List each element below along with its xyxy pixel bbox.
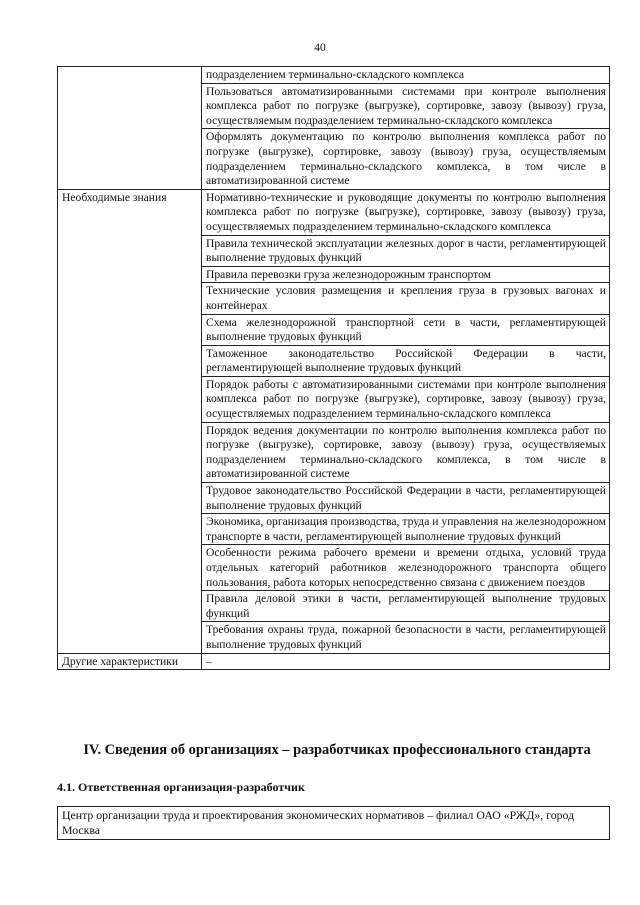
item-cell: – [202, 653, 610, 670]
item-cell: Правила технической эксплуатации железных дорог в части, регламентирующей выполнение трудовых функций [202, 235, 610, 266]
item-cell: Порядок работы с автоматизированными системами при контроле выполнения комплекса работ по погрузке (выгрузке), сортировке, завозу (вывозу) груза, осуществляемых подразделением терминально-складского комплекса [202, 376, 610, 422]
item-cell: Требования охраны труда, пожарной безопасности в части, регламентирующей выполнение трудовых функций [202, 622, 610, 653]
item-cell: Таможенное законодательство Российской Федерации в части, регламентирующей выполнение трудовых функций [202, 345, 610, 376]
item-cell: Правила деловой этики в части, регламентирующей выполнение трудовых функций [202, 591, 610, 622]
table-row [58, 189, 610, 235]
item-cell: Нормативно-технические и руководящие документы по контролю выполнения комплекса работ по погрузке (выгрузке), сортировке, завозу (вывозу) груза, осуществляемых подразделением терминально-складского комплекса [202, 189, 610, 235]
organization-table [57, 806, 610, 840]
item-cell: Пользоваться автоматизированными системами при контроле выполнения комплекса работ по погрузке (выгрузке), сортировке, завозу (вывозу) груза, осуществляемым подразделением терминально-складского комплекса [202, 83, 610, 129]
page-number: 40 [314, 42, 326, 54]
item-cell: Оформлять документацию по контролю выполнения комплекса работ по погрузке (выгрузке), сортировке, завозу (вывозу) груза, осуществляемым подразделением терминально-складского комплекса, в том числе в автоматизированной системе [202, 129, 610, 189]
item-cell: Трудовое законодательство Российской Федерации в части, регламентирующей выполнение трудовых функций [202, 483, 610, 514]
organization-row [58, 807, 610, 840]
category-cell [58, 67, 202, 190]
organization-name: Центр организации труда и проектирования экономических нормативов – филиал ОАО «РЖД», город Москва [58, 807, 610, 840]
item-cell: Особенности режима рабочего времени и времени отдыха, условий труда отдельных категорий работников железнодорожного транспорта общего пользования, работа которых непосредственно связана с движением поездов [202, 545, 610, 591]
skills-knowledge-table [57, 66, 610, 670]
skills-table-body [58, 67, 610, 670]
item-cell: Технические условия размещения и крепления груза в грузовых вагонах и контейнерах [202, 283, 610, 314]
item-cell: Порядок ведения документации по контролю выполнения комплекса работ по погрузке (выгрузке), сортировке, завозу (вывозу) груза, осуществляемых подразделением терминально-складского комплекса, в том числе в автоматизированной системе [202, 422, 610, 482]
item-cell: Правила перевозки груза железнодорожным транспортом [202, 266, 610, 283]
table-row [58, 67, 610, 84]
section-title: IV. Сведения об организациях – разработчиках профессионального стандарта [83, 742, 591, 758]
category-cell: Необходимые знания [58, 189, 202, 653]
item-cell: подразделением терминально-складского комплекса [202, 67, 610, 84]
category-cell: Другие характеристики [58, 653, 202, 670]
item-cell: Экономика, организация производства, труда и управления на железнодорожном транспорте в части, регламентирующей выполнение трудовых функций [202, 514, 610, 545]
item-cell: Схема железнодорожной транспортной сети в части, регламентирующей выполнение трудовых функций [202, 314, 610, 345]
subsection-title: 4.1. Ответственная организация-разработчик [57, 780, 305, 794]
table-row [58, 653, 610, 670]
